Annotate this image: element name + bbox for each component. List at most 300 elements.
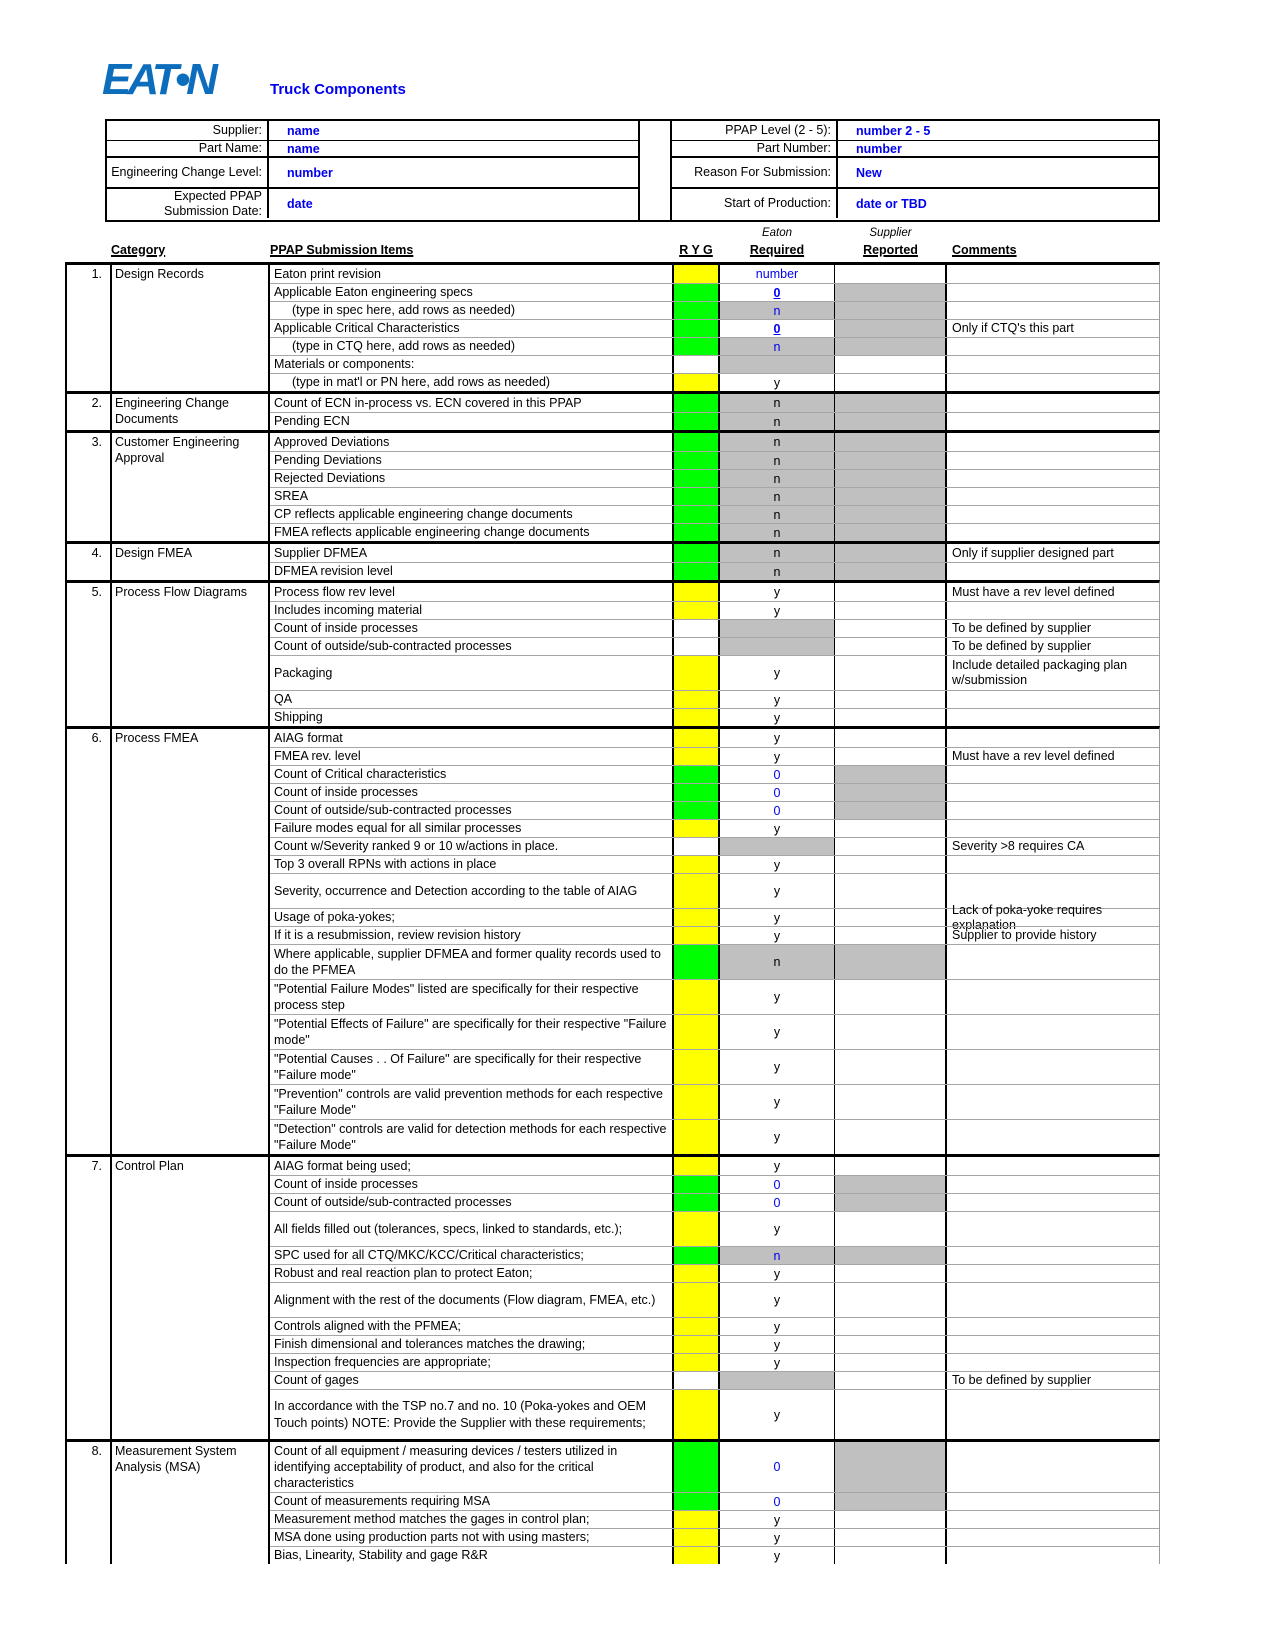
reported-cell[interactable]	[834, 488, 947, 505]
ryg-cell[interactable]	[672, 524, 720, 541]
ryg-cell[interactable]	[672, 927, 720, 944]
ryg-cell[interactable]	[672, 874, 720, 908]
required-cell[interactable]: y	[773, 884, 781, 898]
table-row	[270, 1492, 1159, 1510]
required-cell[interactable]: n	[720, 563, 834, 580]
required-cell[interactable]	[720, 620, 834, 637]
comment-cell	[947, 1493, 1159, 1510]
comment-cell	[947, 1511, 1159, 1528]
required-superheader: Eaton	[761, 227, 793, 239]
table-section	[65, 580, 1160, 726]
required-cell[interactable]: y	[773, 990, 781, 1004]
reported-cell[interactable]	[834, 524, 947, 541]
ryg-cell[interactable]	[672, 320, 720, 337]
ryg-cell[interactable]	[672, 338, 720, 355]
ryg-cell[interactable]	[672, 1390, 720, 1439]
reported-cell[interactable]	[834, 1442, 947, 1492]
table-row	[270, 765, 1159, 783]
reported-cell[interactable]	[834, 284, 947, 301]
reported-cell[interactable]	[834, 820, 947, 837]
required-cell[interactable]: y	[773, 1319, 781, 1334]
reported-column-header: Reported	[863, 243, 918, 257]
reported-cell[interactable]	[834, 374, 947, 391]
ryg-cell[interactable]	[672, 394, 720, 412]
ryg-cell[interactable]	[672, 413, 720, 430]
section-category: Process FMEA	[112, 729, 270, 1154]
reported-cell[interactable]	[834, 1120, 947, 1154]
reported-cell[interactable]	[834, 1390, 947, 1439]
required-cell[interactable]: y	[773, 1337, 781, 1352]
required-cell[interactable]: n	[720, 945, 834, 979]
section-rows	[270, 265, 1159, 391]
ryg-cell[interactable]	[672, 1547, 720, 1564]
eaton-logo	[102, 54, 252, 104]
comment-cell	[947, 602, 1159, 619]
table-row	[270, 801, 1159, 819]
ryg-cell[interactable]	[672, 1157, 720, 1175]
required-cell[interactable]: y	[773, 1130, 781, 1144]
required-cell[interactable]: number	[755, 267, 799, 281]
comment-cell	[947, 1176, 1159, 1193]
ppap-checklist-table	[65, 262, 1160, 1564]
required-cell[interactable]: y	[773, 749, 781, 764]
ryg-cell[interactable]	[672, 1247, 720, 1264]
item-label: Usage of poka-yokes;	[274, 910, 395, 925]
required-cell[interactable]	[720, 1372, 834, 1389]
reason-for-submission-label: Reason For Submission:	[672, 158, 838, 187]
comment-cell	[947, 1390, 1159, 1439]
required-cell[interactable]: y	[773, 1530, 781, 1545]
form-right-box	[670, 119, 1160, 222]
comment-cell	[947, 729, 1159, 747]
ryg-cell[interactable]	[672, 691, 720, 708]
reported-cell[interactable]	[834, 583, 947, 601]
required-cell[interactable]: 0	[773, 1494, 781, 1509]
item-label: Pending Deviations	[274, 453, 382, 468]
ryg-cell[interactable]	[672, 709, 720, 726]
ryg-cell[interactable]	[672, 638, 720, 655]
required-cell[interactable]: n	[720, 433, 834, 451]
reported-cell[interactable]	[834, 766, 947, 783]
required-cell[interactable]: y	[773, 375, 781, 390]
section-category: Design Records	[112, 265, 270, 391]
section-rows	[270, 1157, 1159, 1439]
reported-cell[interactable]	[834, 1247, 947, 1264]
reported-cell[interactable]	[834, 709, 947, 726]
ryg-cell[interactable]	[672, 1354, 720, 1371]
ryg-cell[interactable]	[672, 374, 720, 391]
item-label: Supplier DFMEA	[274, 545, 368, 560]
item-label: Applicable Eaton engineering specs	[274, 285, 473, 300]
expected-ppap-submission-date-label: Expected PPAP Submission Date:	[107, 189, 269, 218]
item-label: Count of gages	[274, 1373, 359, 1388]
ryg-cell[interactable]	[672, 433, 720, 451]
table-row	[270, 855, 1159, 873]
table-row	[270, 583, 1159, 601]
required-cell[interactable]: n	[720, 488, 834, 505]
required-cell[interactable]: 0	[773, 285, 781, 300]
item-label: Finish dimensional and tolerances matches the drawing;	[274, 1337, 586, 1352]
ryg-cell[interactable]	[672, 1120, 720, 1154]
required-cell[interactable]: y	[773, 1512, 781, 1527]
item-label: Count of Critical characteristics	[274, 767, 447, 782]
section-category: Control Plan	[112, 1157, 270, 1439]
item-label: Applicable Critical Characteristics	[274, 321, 460, 336]
reported-cell[interactable]	[834, 691, 947, 708]
ryg-cell[interactable]	[672, 1529, 720, 1546]
comment-cell	[947, 802, 1159, 819]
table-row	[270, 1546, 1159, 1564]
reported-cell[interactable]	[834, 433, 947, 451]
required-cell[interactable]: y	[773, 666, 781, 680]
reported-cell[interactable]	[834, 356, 947, 373]
reported-cell[interactable]	[834, 1176, 947, 1193]
supplier-label: Supplier:	[107, 121, 269, 140]
required-cell[interactable]: y	[773, 857, 781, 872]
reported-cell[interactable]	[834, 506, 947, 523]
table-row	[270, 783, 1159, 801]
reported-cell[interactable]	[834, 338, 947, 355]
ryg-cell[interactable]	[672, 356, 720, 373]
ryg-cell[interactable]	[672, 656, 720, 690]
comment-cell	[947, 1318, 1159, 1335]
reported-cell[interactable]	[834, 302, 947, 319]
required-cell[interactable]: n	[720, 394, 834, 412]
required-cell[interactable]: y	[773, 1222, 781, 1236]
category-column-header: Category	[111, 243, 166, 257]
ryg-cell[interactable]	[672, 1176, 720, 1193]
required-cell[interactable]: n	[720, 338, 834, 355]
required-cell[interactable]: y	[773, 928, 781, 943]
reported-cell[interactable]	[834, 838, 947, 855]
reported-cell[interactable]	[834, 602, 947, 619]
reported-cell[interactable]	[834, 1015, 947, 1049]
item-label: Where applicable, supplier DFMEA and former quality records used to do the PFMEA	[274, 946, 661, 977]
ryg-cell[interactable]	[672, 620, 720, 637]
item-label: "Potential Failure Modes" listed are specifically for their respective process step	[274, 981, 639, 1012]
ryg-cell[interactable]	[672, 1050, 720, 1084]
ryg-cell[interactable]	[672, 583, 720, 601]
ryg-cell[interactable]	[672, 1318, 720, 1335]
table-row	[270, 373, 1159, 391]
required-cell[interactable]: n	[720, 452, 834, 469]
reported-cell[interactable]	[834, 729, 947, 747]
section-category: Design FMEA	[112, 544, 270, 580]
required-cell[interactable]: y	[773, 821, 781, 836]
section-rows	[270, 544, 1159, 580]
table-row	[270, 544, 1159, 562]
item-label: Failure modes equal for all similar processes	[274, 821, 522, 836]
required-cell[interactable]: y	[773, 1159, 781, 1173]
reported-cell[interactable]	[834, 748, 947, 765]
required-cell[interactable]: y	[773, 1548, 781, 1563]
comment-cell	[947, 945, 1159, 979]
reported-cell[interactable]	[834, 394, 947, 412]
item-label: FMEA reflects applicable engineering change documents	[274, 525, 590, 540]
reported-cell[interactable]	[834, 470, 947, 487]
table-section	[65, 391, 1160, 430]
item-label: Count of inside processes	[274, 1177, 418, 1192]
ryg-cell[interactable]	[672, 284, 720, 301]
required-cell[interactable]: 0	[773, 321, 781, 336]
ryg-cell[interactable]	[672, 1085, 720, 1119]
expected-ppap-submission-date-field[interactable]: date	[287, 196, 313, 211]
ryg-cell[interactable]	[672, 265, 720, 283]
ryg-cell[interactable]	[672, 1015, 720, 1049]
reason-for-submission-field[interactable]: New	[856, 165, 882, 180]
section-number: 2.	[67, 394, 112, 430]
reported-cell[interactable]	[834, 638, 947, 655]
reported-cell[interactable]	[834, 1318, 947, 1335]
required-cell[interactable]: y	[773, 692, 781, 707]
reported-cell[interactable]	[834, 265, 947, 283]
item-label: Count of ECN in-process vs. ECN covered in this PPAP	[274, 395, 582, 410]
part-name-label: Part Name:	[107, 141, 269, 156]
item-label: "Prevention" controls are valid prevention methods for each respective "Failure Mode"	[274, 1086, 663, 1117]
table-row	[270, 469, 1159, 487]
required-cell[interactable]: y	[773, 731, 781, 745]
item-label: Count of measurements requiring MSA	[274, 1494, 491, 1509]
supplier-field[interactable]: name	[287, 123, 320, 138]
reported-cell[interactable]	[834, 856, 947, 873]
table-row	[270, 926, 1159, 944]
table-row	[270, 1528, 1159, 1546]
ryg-cell[interactable]	[672, 784, 720, 801]
table-row	[270, 1175, 1159, 1193]
table-row	[270, 1014, 1159, 1049]
reported-cell[interactable]	[834, 1085, 947, 1119]
ryg-cell[interactable]	[672, 563, 720, 580]
table-row	[270, 301, 1159, 319]
items-column-header: PPAP Submission Items	[270, 243, 414, 257]
ryg-cell[interactable]	[672, 544, 720, 562]
ryg-cell[interactable]	[672, 452, 720, 469]
comment-cell: Lack of poka-yoke requires explanation	[952, 902, 1103, 932]
comment-cell	[947, 374, 1159, 391]
ryg-cell[interactable]	[672, 856, 720, 873]
reported-cell[interactable]	[834, 413, 947, 430]
ryg-cell[interactable]	[672, 1265, 720, 1282]
table-row	[270, 1211, 1159, 1246]
required-cell[interactable]: 0	[773, 1460, 781, 1474]
reported-cell[interactable]	[834, 1547, 947, 1564]
required-cell[interactable]: n	[720, 413, 834, 430]
table-row	[270, 837, 1159, 855]
reported-cell[interactable]	[834, 320, 947, 337]
reported-cell[interactable]	[834, 784, 947, 801]
reported-cell[interactable]	[834, 1283, 947, 1317]
comment-cell	[947, 691, 1159, 708]
ryg-cell[interactable]	[672, 945, 720, 979]
item-label: Rejected Deviations	[274, 471, 386, 486]
table-row	[270, 523, 1159, 541]
required-cell[interactable]: n	[720, 544, 834, 562]
ryg-cell[interactable]	[672, 1283, 720, 1317]
reported-cell[interactable]	[834, 656, 947, 690]
ryg-cell[interactable]	[672, 1194, 720, 1211]
ryg-cell[interactable]	[672, 602, 720, 619]
reported-cell[interactable]	[834, 802, 947, 819]
engineering-change-level-field[interactable]: number	[287, 165, 333, 180]
reported-cell[interactable]	[834, 1336, 947, 1353]
required-cell[interactable]: 0	[773, 767, 781, 782]
reported-cell[interactable]	[834, 945, 947, 979]
item-label: Count w/Severity ranked 9 or 10 w/actions in place.	[274, 839, 559, 854]
required-cell[interactable]	[720, 356, 834, 373]
required-cell[interactable]: n	[720, 470, 834, 487]
ryg-cell[interactable]	[672, 1372, 720, 1389]
ryg-cell[interactable]	[672, 506, 720, 523]
required-cell[interactable]: y	[773, 585, 781, 599]
ryg-cell[interactable]	[672, 488, 720, 505]
reported-cell[interactable]	[834, 452, 947, 469]
required-column-header: Required	[749, 243, 805, 257]
section-category: Engineering Change Documents	[112, 394, 270, 430]
table-section	[65, 541, 1160, 580]
table-row	[270, 1510, 1159, 1528]
reported-cell[interactable]	[834, 1511, 947, 1528]
table-section	[65, 430, 1160, 541]
ryg-cell[interactable]	[672, 748, 720, 765]
table-row	[270, 1442, 1159, 1492]
ryg-cell[interactable]	[672, 766, 720, 783]
required-cell[interactable]: 0	[773, 1195, 781, 1210]
comment-cell	[947, 820, 1159, 837]
comments-column-header: Comments	[952, 243, 1017, 257]
ppap-level-field[interactable]: number 2 - 5	[856, 123, 931, 138]
item-label: AIAG format being used;	[274, 1158, 411, 1173]
reported-cell[interactable]	[834, 544, 947, 562]
reported-cell[interactable]	[834, 563, 947, 580]
table-row	[270, 433, 1159, 451]
reported-cell[interactable]	[834, 1493, 947, 1510]
table-row	[270, 1119, 1159, 1154]
table-row	[270, 1335, 1159, 1353]
reason-for-submission-row	[672, 158, 1158, 189]
ryg-cell[interactable]	[672, 838, 720, 855]
item-label: Count of outside/sub-contracted processes	[274, 1195, 512, 1210]
comment-cell	[947, 1015, 1159, 1049]
required-cell[interactable]	[720, 838, 834, 855]
required-cell[interactable]: n	[720, 524, 834, 541]
ryg-cell[interactable]	[672, 302, 720, 319]
comment-cell: Include detailed packaging plan w/submission	[952, 658, 1128, 687]
required-cell[interactable]	[720, 638, 834, 655]
required-cell[interactable]: y	[773, 1407, 781, 1422]
reported-cell[interactable]	[834, 1212, 947, 1246]
table-row	[270, 819, 1159, 837]
ryg-cell[interactable]	[672, 820, 720, 837]
ryg-cell[interactable]	[672, 1511, 720, 1528]
table-section	[65, 1154, 1160, 1439]
reported-cell[interactable]	[834, 927, 947, 944]
ryg-cell[interactable]	[672, 1212, 720, 1246]
item-label: "Detection" controls are valid for detection methods for each respective "Failure Mode"	[274, 1121, 667, 1152]
reported-cell[interactable]	[834, 1050, 947, 1084]
ryg-cell[interactable]	[672, 802, 720, 819]
ryg-cell[interactable]	[672, 980, 720, 1014]
reported-cell[interactable]	[834, 620, 947, 637]
table-row	[270, 451, 1159, 469]
required-cell[interactable]: y	[773, 910, 781, 925]
expected-ppap-submission-date-row	[107, 189, 638, 218]
required-cell[interactable]: 0	[773, 803, 781, 818]
part-name-field[interactable]: name	[287, 141, 320, 156]
table-row	[270, 655, 1159, 690]
ryg-cell[interactable]	[672, 729, 720, 747]
comment-cell	[947, 1354, 1159, 1371]
required-cell[interactable]: n	[720, 506, 834, 523]
ryg-cell[interactable]	[672, 1336, 720, 1353]
ryg-cell[interactable]	[672, 909, 720, 926]
item-label: Alignment with the rest of the documents (Flow diagram, FMEA, etc.)	[274, 1292, 656, 1307]
item-label: Measurement method matches the gages in control plan;	[274, 1512, 590, 1527]
table-row	[270, 355, 1159, 373]
ryg-cell[interactable]	[672, 1493, 720, 1510]
eaton-logo-text: EAT•N	[102, 55, 214, 104]
table-row	[270, 637, 1159, 655]
item-label: QA	[274, 692, 293, 707]
comment-cell: Must have a rev level defined	[952, 584, 1115, 599]
table-row	[270, 412, 1159, 430]
table-row	[270, 1193, 1159, 1211]
table-row	[270, 1084, 1159, 1119]
reported-cell[interactable]	[834, 1372, 947, 1389]
table-section	[65, 1439, 1160, 1564]
required-cell[interactable]: y	[773, 710, 781, 725]
required-cell[interactable]: y	[773, 1025, 781, 1039]
section-number: 5.	[67, 583, 112, 726]
required-cell[interactable]: y	[773, 1293, 781, 1307]
comment-cell	[947, 470, 1159, 487]
reported-cell[interactable]	[834, 909, 947, 926]
reported-cell[interactable]	[834, 980, 947, 1014]
ryg-cell[interactable]	[672, 470, 720, 487]
item-label: In accordance with the TSP no.7 and no. 10 (Poka-yokes and OEM Touch points) NOTE: Provide the Supplier with these requirements;	[274, 1399, 646, 1430]
required-cell[interactable]: y	[773, 1060, 781, 1074]
required-cell[interactable]: 0	[773, 785, 781, 800]
ryg-cell[interactable]	[672, 1442, 720, 1492]
required-cell[interactable]: y	[773, 1355, 781, 1370]
required-cell[interactable]: n	[720, 302, 834, 319]
comment-cell: Supplier to provide history	[952, 928, 1097, 942]
item-label: Count of outside/sub-contracted processes	[274, 639, 512, 654]
reported-cell[interactable]	[834, 1157, 947, 1175]
required-cell[interactable]: 0	[773, 1177, 781, 1192]
comment-cell	[947, 856, 1159, 873]
item-label: Count of inside processes	[274, 785, 418, 800]
section-category: Process Flow Diagrams	[112, 583, 270, 726]
required-cell[interactable]: y	[773, 603, 781, 618]
reported-cell[interactable]	[834, 1265, 947, 1282]
reported-cell[interactable]	[834, 1354, 947, 1371]
comment-cell	[947, 1529, 1159, 1546]
reported-cell[interactable]	[834, 874, 947, 908]
item-label: Severity, occurrence and Detection according to the table of AIAG	[274, 883, 638, 898]
reported-cell[interactable]	[834, 1194, 947, 1211]
section-category: Customer Engineering Approval	[112, 433, 270, 541]
part-number-field[interactable]: number	[856, 141, 902, 156]
table-row	[270, 944, 1159, 979]
reported-superheader: Supplier	[869, 227, 912, 239]
item-label: Pending ECN	[274, 414, 350, 429]
required-cell[interactable]: y	[773, 1266, 781, 1281]
required-cell[interactable]: y	[773, 1095, 781, 1109]
start-of-production-field[interactable]: date or TBD	[856, 196, 927, 211]
reported-cell[interactable]	[834, 1529, 947, 1546]
item-label: Bias, Linearity, Stability and gage R&R	[274, 1548, 488, 1563]
required-cell[interactable]: n	[720, 1247, 834, 1264]
